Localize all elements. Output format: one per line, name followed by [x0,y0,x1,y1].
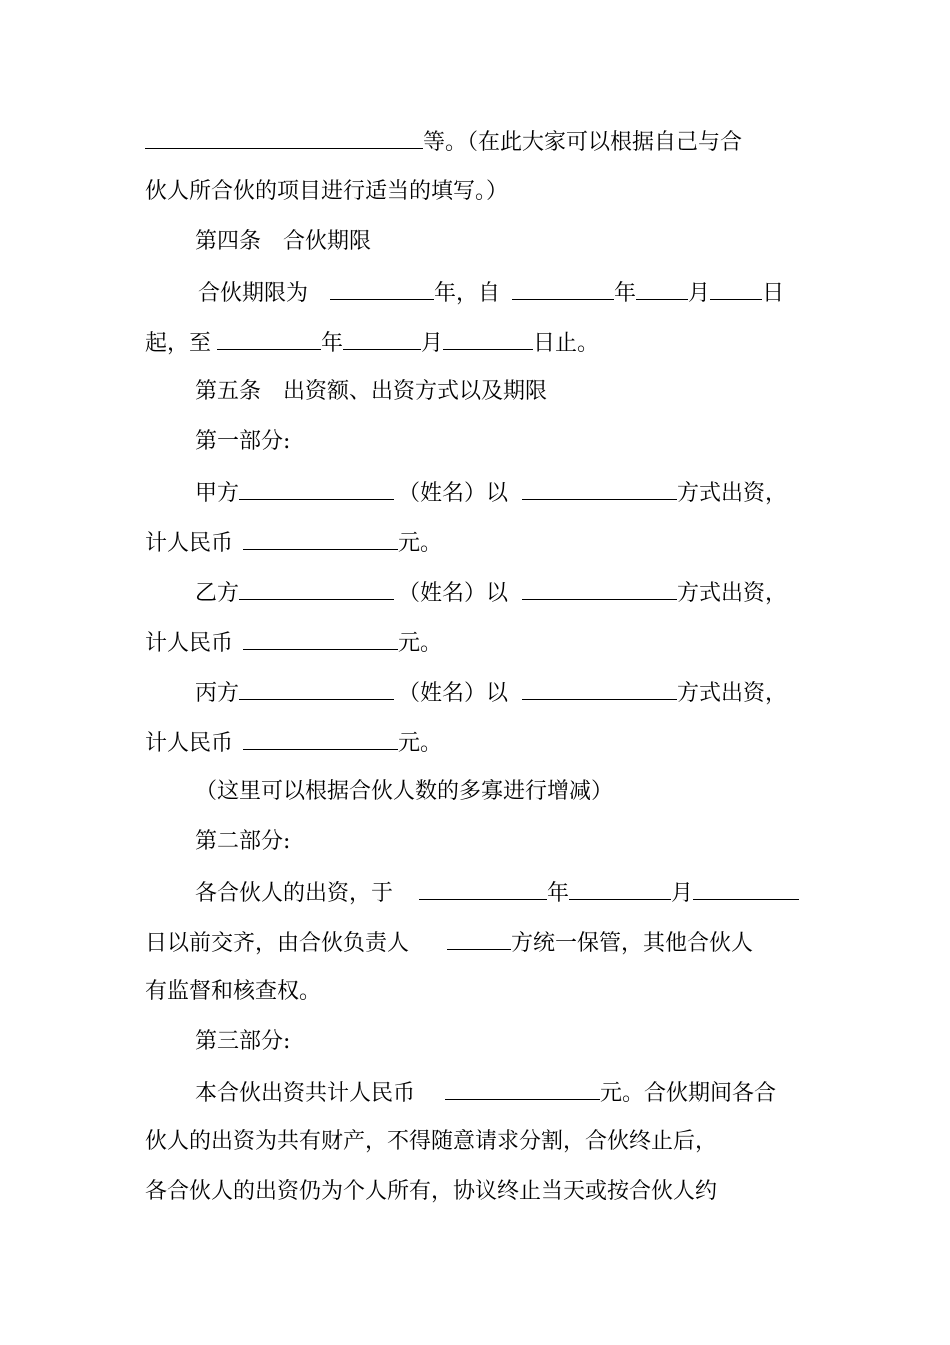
part-3-line-2 [145,1127,717,1157]
text: 月 [671,881,694,906]
blank-field[interactable] [693,877,799,900]
party-a-line [195,477,787,509]
blank-field[interactable] [512,277,614,300]
heading-text: 第四条 合伙期限 [195,229,372,254]
text: （姓名）以 [398,481,509,506]
text: 方式出资， [677,481,788,506]
text: 等。（在此大家可以根据自己与合 [423,130,743,155]
text: 甲方 [195,481,240,506]
text: 第一部分: [195,429,291,454]
text: 日止。 [533,331,600,356]
blank-field[interactable] [239,677,394,700]
text: 方统一保管，其他合伙人 [511,931,754,956]
text: 月 [421,331,444,356]
part-2-line-1 [195,877,799,909]
text: 年 [547,881,570,906]
text: 各合伙人的出资，于 [195,881,394,906]
text: 伙人所合伙的项目进行适当的填写。） [145,179,509,204]
text: 年，自 [434,281,501,306]
blank-field[interactable] [569,877,671,900]
text: 丙方 [195,681,240,706]
text: 元。 [398,731,443,756]
blank-field[interactable] [447,927,511,950]
text: （这里可以根据合伙人数的多寡进行增减） [195,779,614,804]
blank-field[interactable] [522,577,677,600]
note-line [195,777,613,807]
party-b-line [195,577,787,609]
term-line-2 [145,327,599,359]
text: 元。 [398,531,443,556]
text: 元。 [398,631,443,656]
blank-field[interactable] [522,477,677,500]
text: 年 [321,331,344,356]
part-2-line-2 [145,927,753,959]
text: 元。合伙期间各合 [600,1081,777,1106]
party-b-amount-line [145,627,442,659]
text: 年 [614,281,637,306]
text: 第二部分: [195,829,291,854]
article-5-heading [195,377,547,407]
text: 日以前交齐，由合伙负责人 [145,931,410,956]
part-3-line-1 [195,1077,776,1109]
blank-field[interactable] [443,327,533,350]
text-line-1 [145,126,742,158]
part-1-heading [195,427,290,457]
text: 日 [762,281,785,306]
blank-field[interactable] [145,126,423,149]
text-line-2 [145,177,508,207]
text: 方式出资， [677,681,788,706]
blank-field[interactable] [522,677,677,700]
text: 本合伙出资共计人民币 [195,1081,416,1106]
blank-field[interactable] [239,477,394,500]
party-c-line [195,677,787,709]
text: 各合伙人的出资仍为个人所有，协议终止当天或按合伙人约 [145,1179,718,1204]
text: 乙方 [195,581,240,606]
text: 第三部分: [195,1029,291,1054]
part-2-heading [195,827,290,857]
text: 合伙期限为 [198,281,309,306]
text: （姓名）以 [398,581,509,606]
blank-field[interactable] [330,277,434,300]
blank-field[interactable] [636,277,688,300]
blank-field[interactable] [243,527,398,550]
part-3-heading [195,1027,290,1057]
part-2-line-3 [145,977,321,1007]
blank-field[interactable] [343,327,421,350]
article-4-heading [195,227,371,257]
text: 伙人的出资为共有财产，不得随意请求分割，合伙终止后， [145,1129,718,1154]
blank-field[interactable] [445,1077,600,1100]
text: 计人民币 [145,731,234,756]
text: 方式出资， [677,581,788,606]
blank-field[interactable] [217,327,321,350]
text: 计人民币 [145,631,234,656]
party-c-amount-line [145,727,442,759]
blank-field[interactable] [419,877,547,900]
text: 计人民币 [145,531,234,556]
part-3-line-3 [145,1177,717,1207]
blank-field[interactable] [243,627,398,650]
text: 起，至 [145,331,212,356]
blank-field[interactable] [243,727,398,750]
text: 有监督和核查权。 [145,979,322,1004]
blank-field[interactable] [239,577,394,600]
term-line-1 [198,277,784,309]
text: （姓名）以 [398,681,509,706]
heading-text: 第五条 出资额、出资方式以及期限 [195,379,548,404]
blank-field[interactable] [710,277,762,300]
party-a-amount-line [145,527,442,559]
text: 月 [688,281,711,306]
